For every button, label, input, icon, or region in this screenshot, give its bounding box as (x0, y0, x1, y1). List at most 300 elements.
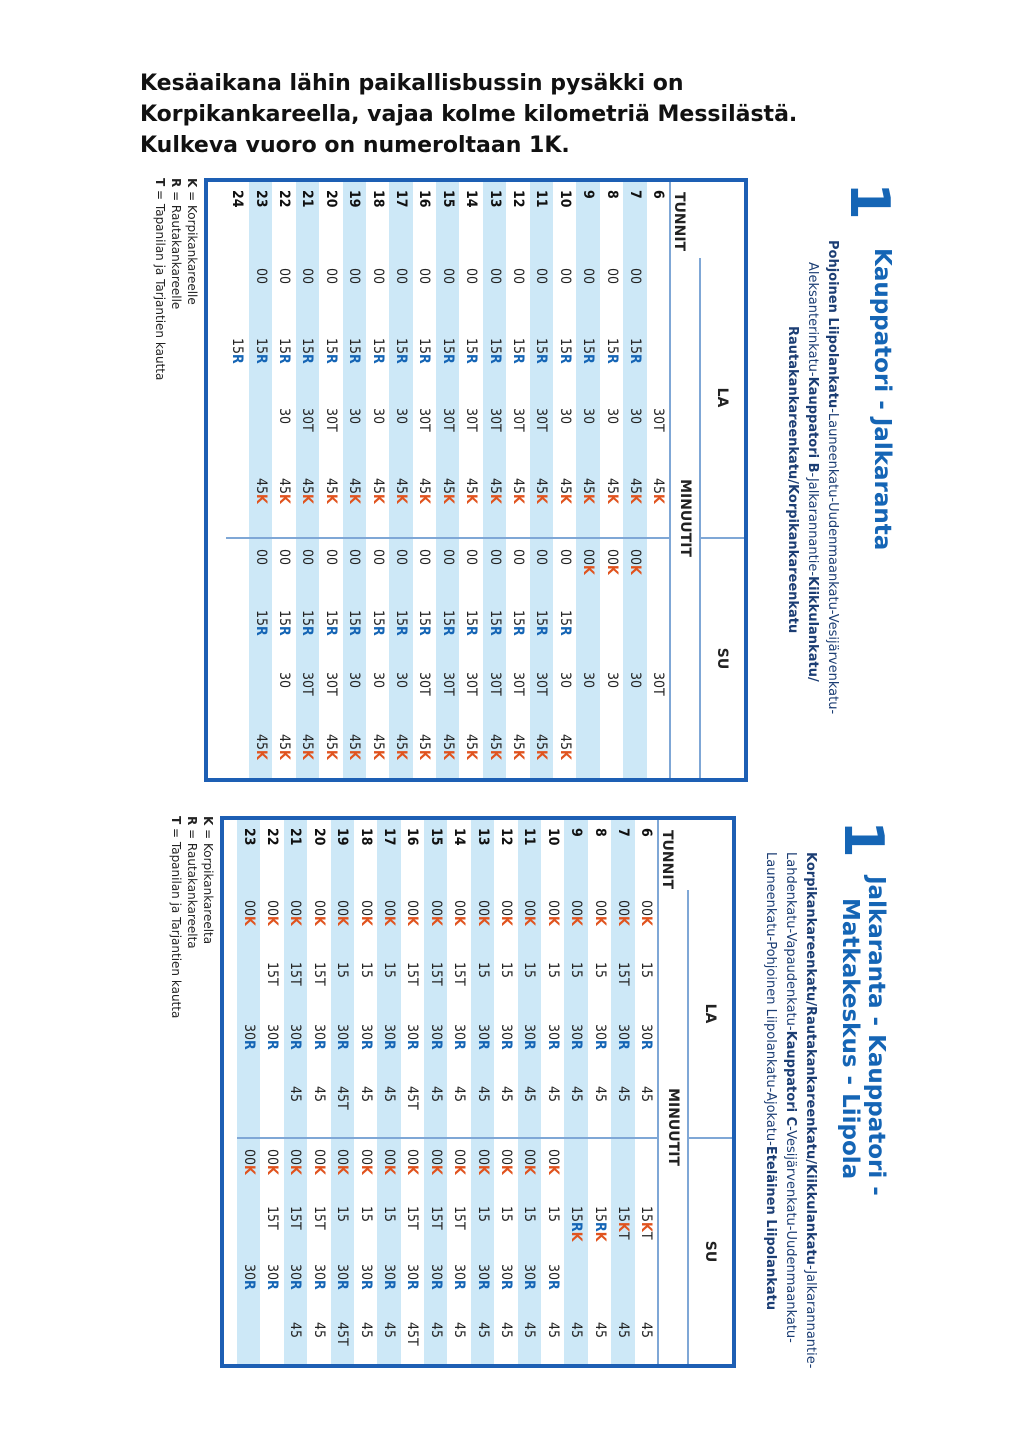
departure-la (284, 1076, 307, 1138)
departure-la (447, 952, 470, 1014)
departure-su (564, 1254, 587, 1312)
departure-la (506, 328, 529, 398)
hour-cell: 18 (357, 828, 374, 846)
departure-la (343, 258, 366, 328)
departure-minute: 00 (533, 268, 550, 285)
departure-minute: 30R (521, 1024, 538, 1050)
departure-minute: 30R (497, 1024, 514, 1050)
departure-minute: 45K (393, 734, 410, 760)
departure-su (331, 1312, 354, 1364)
departure-la (623, 468, 646, 538)
departure-minute: 15R (276, 610, 293, 636)
departure-minute: 15R (509, 338, 526, 364)
departure-minute: 00 (346, 268, 363, 285)
departure-minute: 00 (556, 549, 573, 566)
departure-minute: 15RK (591, 1206, 608, 1242)
departure-la (459, 468, 482, 538)
departure-minute: 15R (439, 338, 456, 364)
departure-su (600, 538, 623, 600)
departure-minute: 00K (357, 1149, 374, 1175)
hour-cell: 17 (389, 182, 412, 258)
table-row (284, 820, 307, 1364)
departure-minute: 00K (637, 900, 654, 926)
departure-la (424, 890, 447, 952)
departure-minute: 45K (556, 478, 573, 504)
departure-minute: 30R (240, 1024, 257, 1050)
departure-minute: 15T (451, 962, 468, 986)
departure-la (272, 398, 295, 468)
departure-minute: 15T (264, 962, 281, 986)
departure-minute: 30R (521, 1264, 538, 1290)
hour-cell: 21 (296, 182, 319, 258)
departure-minute: 30R (497, 1264, 514, 1290)
departure-minute: 00 (393, 268, 410, 285)
departure-su (518, 1254, 541, 1312)
departure-minute: 45 (451, 1322, 468, 1339)
departure-su (331, 1138, 354, 1196)
table-row (424, 820, 447, 1364)
table-row (307, 820, 330, 1364)
departure-su (494, 1138, 517, 1196)
departure-su (541, 1254, 564, 1312)
table-row (483, 182, 506, 778)
departure-minute: 00K (521, 1149, 538, 1175)
departure-la (647, 328, 670, 398)
departure-su (623, 662, 646, 724)
departure-su (494, 1312, 517, 1364)
departure-la (506, 258, 529, 328)
timetable-legend: K = Korpikankareelle R = Rautakankareelle T = Tapanilan ja Tarjantien kautta (153, 178, 199, 381)
table-row (553, 182, 576, 778)
departure-minute: 00 (603, 268, 620, 285)
table-row (611, 820, 634, 1364)
hour-cell: 15 (424, 820, 447, 890)
departure-minute: 15 (474, 962, 491, 979)
departure-la (483, 258, 506, 328)
departure-minute: 45K (603, 478, 620, 504)
departure-minute: 30R (287, 1264, 304, 1290)
departure-minute: 30 (580, 672, 597, 689)
departure-minute: 30R (404, 1264, 421, 1290)
hour-cell: 8 (591, 828, 608, 837)
departure-minute: 30T (439, 408, 456, 432)
departure-minute: 45 (427, 1322, 444, 1339)
departure-minute: 30 (393, 672, 410, 689)
departure-minute: 30T (299, 408, 316, 432)
departure-su (483, 724, 506, 778)
timetable-grid (204, 178, 748, 782)
departure-su (272, 662, 295, 724)
departure-su (343, 662, 366, 724)
departure-minute: 15 (334, 962, 351, 979)
departure-minute: 45K (299, 478, 316, 504)
departure-su (506, 662, 529, 724)
departure-minute: 45 (497, 1322, 514, 1339)
departure-la (541, 952, 564, 1014)
departure-minute: 45K (369, 478, 386, 504)
departure-su (447, 1138, 470, 1196)
departure-su (623, 724, 646, 778)
departure-la (319, 398, 342, 468)
hour-cell: 16 (404, 828, 421, 846)
departure-minute: 45 (591, 1086, 608, 1103)
departure-minute: 45K (463, 734, 480, 760)
departure-la (331, 1076, 354, 1138)
table-row (447, 820, 470, 1364)
departure-minute: 30T (416, 408, 433, 432)
departure-la (413, 258, 436, 328)
departure-minute: 15R (252, 338, 269, 364)
departure-la (226, 398, 249, 468)
departure-la (343, 328, 366, 398)
departure-la (296, 468, 319, 538)
departure-minute: 30R (310, 1024, 327, 1050)
table-row (237, 820, 260, 1364)
table-row (576, 182, 599, 778)
timetable-jalkaranta-liipola (132, 816, 895, 1386)
departure-su (483, 600, 506, 662)
departure-su (600, 724, 623, 778)
departure-su (226, 662, 249, 724)
hour-cell: 6 (649, 190, 666, 199)
departure-su (471, 1254, 494, 1312)
departure-su (471, 1138, 494, 1196)
departure-la (343, 468, 366, 538)
departure-la (635, 952, 658, 1014)
departure-su (331, 1196, 354, 1254)
departure-minute: 00K (451, 1149, 468, 1175)
departure-la (576, 398, 599, 468)
departure-la (354, 890, 377, 952)
departure-minute: 30T (299, 672, 316, 696)
departure-minute: 30 (393, 408, 410, 425)
intro-text (140, 68, 960, 161)
departure-minute: 00K (404, 900, 421, 926)
departure-la (366, 258, 389, 328)
departure-minute: 00 (299, 549, 316, 566)
departure-su (588, 1312, 611, 1364)
departure-la (237, 1076, 260, 1138)
departure-su (588, 1254, 611, 1312)
departure-minute: 15R (439, 610, 456, 636)
departure-su (518, 1196, 541, 1254)
departure-su (471, 1312, 494, 1364)
table-row (413, 182, 436, 778)
table-row (343, 182, 366, 778)
departure-la (260, 952, 283, 1014)
departure-su (459, 600, 482, 662)
departure-minute: 00K (544, 900, 561, 926)
departure-su (553, 600, 576, 662)
departure-la (307, 1076, 330, 1138)
departure-minute: 00 (393, 549, 410, 566)
departure-minute: 00 (416, 549, 433, 566)
departure-minute: 15 (568, 962, 585, 979)
table-row (272, 182, 295, 778)
departure-su (284, 1254, 307, 1312)
departure-minute: 00 (486, 549, 503, 566)
hour-cell: 20 (322, 190, 339, 208)
departure-minute: 30 (603, 408, 620, 425)
departure-minute: 45K (649, 478, 666, 504)
departure-su (459, 662, 482, 724)
departure-minute: 30T (649, 408, 666, 432)
departure-la (260, 1014, 283, 1076)
hour-cell: 18 (369, 190, 386, 208)
departure-la (459, 398, 482, 468)
timetable-grid (220, 816, 736, 1368)
departure-la (506, 398, 529, 468)
departure-minute: 00 (486, 268, 503, 285)
departure-minute: 30T (486, 408, 503, 432)
departure-su (459, 538, 482, 600)
departure-minute: 00K (287, 1149, 304, 1175)
departure-minute: 45 (544, 1086, 561, 1103)
departure-minute: 45T (404, 1086, 421, 1110)
table-row (319, 182, 342, 778)
departure-la (553, 258, 576, 328)
departure-su (354, 1312, 377, 1364)
departure-minute: 00K (497, 900, 514, 926)
table-row (401, 820, 424, 1364)
departure-su (483, 662, 506, 724)
departure-su (600, 600, 623, 662)
departure-la (483, 398, 506, 468)
departure-la (237, 952, 260, 1014)
departure-minute: 15T (451, 1206, 468, 1230)
departure-minute: 30T (509, 408, 526, 432)
departure-su (424, 1138, 447, 1196)
departure-la (518, 890, 541, 952)
departure-minute: 15 (357, 1206, 374, 1223)
departure-minute: 30R (451, 1264, 468, 1290)
departure-su (424, 1196, 447, 1254)
departure-su (249, 724, 272, 778)
table-row (331, 820, 354, 1364)
departure-su (389, 724, 412, 778)
departure-minute: 45 (427, 1086, 444, 1103)
departure-la (284, 952, 307, 1014)
departure-minute: 45 (357, 1322, 374, 1339)
departure-la (354, 952, 377, 1014)
departure-la (518, 1014, 541, 1076)
departure-su (506, 724, 529, 778)
departure-su (307, 1254, 330, 1312)
departure-la (623, 328, 646, 398)
departure-la (506, 468, 529, 538)
header-su: SU (700, 538, 744, 778)
departure-minute: 00K (240, 1149, 257, 1175)
departure-su (530, 600, 553, 662)
departure-su (647, 600, 670, 662)
departure-minute: 15R (299, 338, 316, 364)
departure-la (564, 890, 587, 952)
departure-la (576, 328, 599, 398)
departure-minute: 45K (486, 734, 503, 760)
departure-la (530, 468, 553, 538)
departure-minute: 45K (416, 734, 433, 760)
departure-minute: 15R (229, 338, 246, 364)
departure-minute: 30R (637, 1024, 654, 1050)
departure-minute: 15R (393, 610, 410, 636)
departure-su (518, 1138, 541, 1196)
legend-r: = Rautakankareelle (169, 187, 183, 310)
departure-minute: 00K (240, 900, 257, 926)
departure-su (413, 662, 436, 724)
departure-su (611, 1312, 634, 1364)
departure-minute: 30 (626, 408, 643, 425)
hour-cell: 19 (331, 820, 354, 890)
departure-minute: 45K (252, 478, 269, 504)
departure-su (284, 1312, 307, 1364)
departure-su (307, 1196, 330, 1254)
departure-minute: 00K (404, 1149, 421, 1175)
departure-su (413, 724, 436, 778)
departure-minute: 30T (322, 408, 339, 432)
departure-minute: 00K (603, 549, 620, 575)
departure-la (436, 398, 459, 468)
table-row (600, 182, 623, 778)
departure-la (588, 952, 611, 1014)
departure-minute: 30R (381, 1264, 398, 1290)
departure-la (366, 328, 389, 398)
departure-su (483, 538, 506, 600)
departure-minute: 00K (568, 900, 585, 926)
departure-minute: 45 (381, 1322, 398, 1339)
departure-minute: 00 (322, 268, 339, 285)
departure-su (307, 1138, 330, 1196)
hour-cell: 10 (556, 190, 573, 208)
departure-su (471, 1196, 494, 1254)
departure-minute: 45 (287, 1322, 304, 1339)
departure-minute: 15R (533, 338, 550, 364)
departure-minute: 30 (346, 408, 363, 425)
departure-la (377, 952, 400, 1014)
departure-la (647, 398, 670, 468)
departure-la (600, 398, 623, 468)
departure-su (635, 1254, 658, 1312)
departure-minute: 00 (463, 549, 480, 566)
departure-minute: 15R (626, 338, 643, 364)
departure-su (237, 1196, 260, 1254)
departure-minute: 45K (416, 478, 433, 504)
departure-su (343, 600, 366, 662)
departure-minute: 15R (416, 338, 433, 364)
departure-minute: 15R (509, 610, 526, 636)
departure-su (226, 724, 249, 778)
departure-minute: 15 (474, 1206, 491, 1223)
departure-la (447, 1076, 470, 1138)
departure-la (296, 398, 319, 468)
departure-minute: 15 (637, 962, 654, 979)
departure-la (459, 258, 482, 328)
departure-su (447, 1196, 470, 1254)
departure-su (611, 1196, 634, 1254)
departure-su (366, 600, 389, 662)
departure-la (436, 258, 459, 328)
departure-minute: 00K (614, 900, 631, 926)
departure-su (553, 724, 576, 778)
departure-la (343, 398, 366, 468)
departure-minute: 00K (381, 1149, 398, 1175)
departure-minute: 30R (334, 1264, 351, 1290)
departure-la (635, 1076, 658, 1138)
departure-minute: 00 (369, 268, 386, 285)
departure-minute: 30R (334, 1024, 351, 1050)
departure-su (588, 1196, 611, 1254)
departure-minute: 30R (381, 1024, 398, 1050)
departure-la (611, 952, 634, 1014)
departure-la (564, 952, 587, 1014)
departure-minute: 45 (310, 1322, 327, 1339)
departure-minute: 00K (521, 900, 538, 926)
departure-minute: 45 (497, 1086, 514, 1103)
departure-la (530, 258, 553, 328)
departure-minute: 00 (276, 268, 293, 285)
departure-minute: 00 (556, 268, 573, 285)
departure-su (447, 1312, 470, 1364)
departure-minute: 30R (287, 1024, 304, 1050)
departure-minute: 15T (287, 1206, 304, 1230)
departure-minute: 30T (463, 672, 480, 696)
table-row (296, 182, 319, 778)
route-path-line-3: Launeenkatu-Pohjoinen Liipolankatu-Ajokatu-Eteläinen Liipolankatu (763, 852, 778, 1311)
departure-minute: 30R (544, 1024, 561, 1050)
departure-minute: 45 (591, 1322, 608, 1339)
departure-minute: 00K (451, 900, 468, 926)
departure-minute: 15 (544, 1206, 561, 1223)
departure-la (389, 328, 412, 398)
departure-minute: 15R (603, 338, 620, 364)
hour-cell: 9 (564, 820, 587, 890)
departure-la (307, 890, 330, 952)
departure-minute: 30 (276, 408, 293, 425)
departure-su (389, 600, 412, 662)
departure-su (284, 1196, 307, 1254)
departure-la (553, 468, 576, 538)
departure-minute: 15 (381, 962, 398, 979)
departure-minute: 00 (509, 549, 526, 566)
departure-minute: 45 (637, 1086, 654, 1103)
intro-line-1: Kesäaikana lähin paikallisbussin pysäkki on (140, 71, 684, 96)
departure-su (413, 538, 436, 600)
table-row (377, 820, 400, 1364)
departure-minute: 45K (322, 734, 339, 760)
departure-la (588, 1014, 611, 1076)
departure-su (296, 600, 319, 662)
departure-minute: 45K (439, 478, 456, 504)
departure-la (226, 328, 249, 398)
departure-minute: 45 (381, 1086, 398, 1103)
departure-su (343, 538, 366, 600)
departure-su (226, 538, 249, 600)
departure-la (296, 328, 319, 398)
departure-minute: 45K (533, 734, 550, 760)
departure-su (354, 1196, 377, 1254)
departure-minute: 00 (626, 268, 643, 285)
departure-minute: 00K (310, 900, 327, 926)
departure-minute: 15R (393, 338, 410, 364)
table-row (635, 820, 658, 1364)
departure-minute: 30 (626, 672, 643, 689)
departure-minute: 15T (404, 1206, 421, 1230)
departure-minute: 30R (240, 1264, 257, 1290)
departure-minute: 45 (287, 1086, 304, 1103)
departure-minute: 30T (416, 672, 433, 696)
departure-minute: 45 (614, 1322, 631, 1339)
departure-minute: 00K (474, 1149, 491, 1175)
departure-minute: 45K (322, 478, 339, 504)
